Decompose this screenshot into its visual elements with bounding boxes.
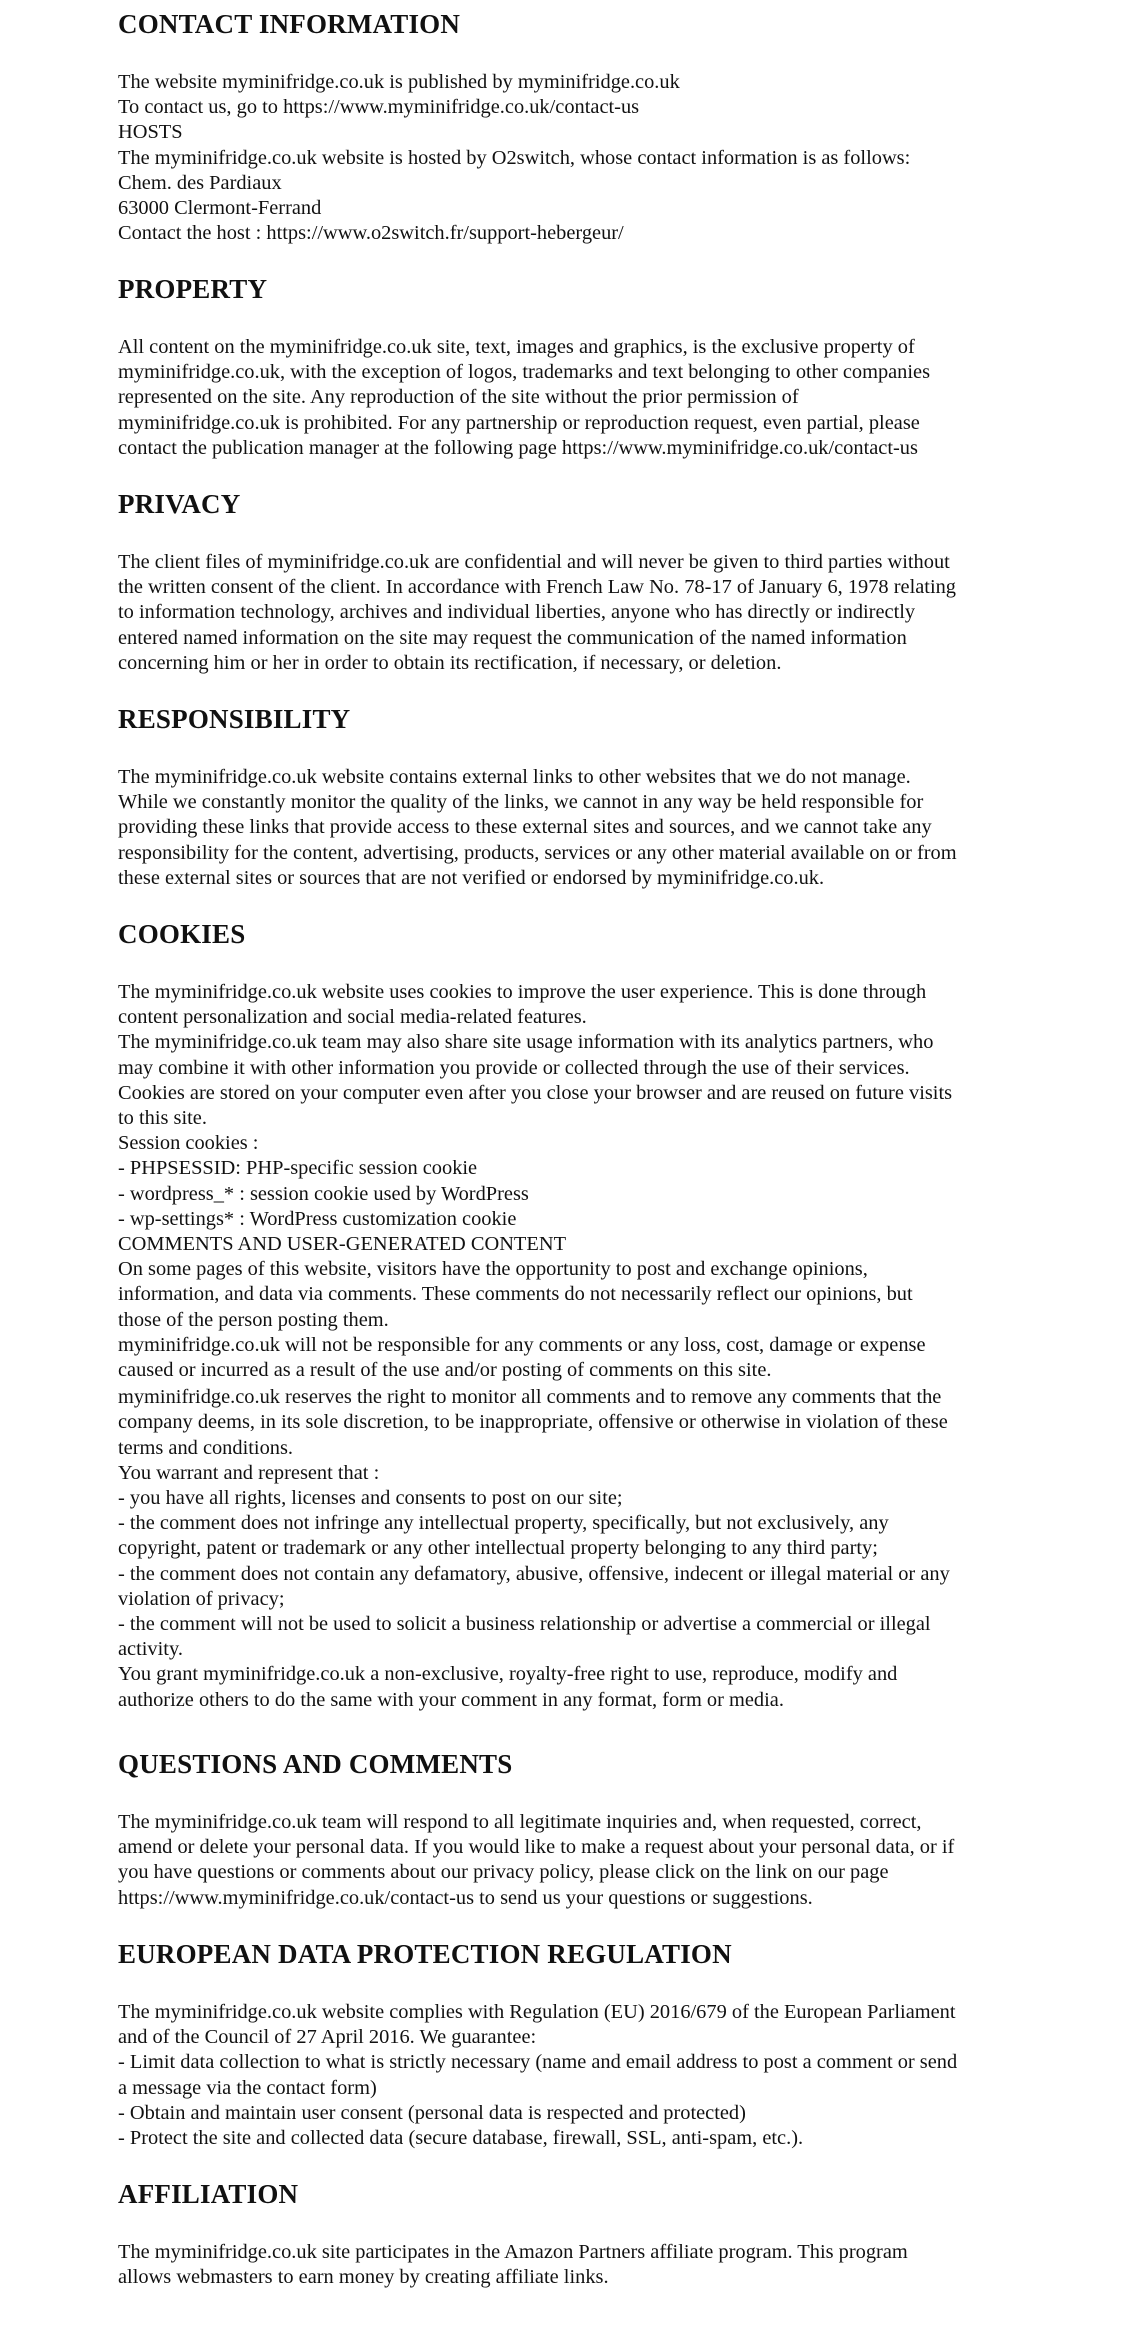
section-questions-and-comments [118,1748,954,1911]
text-line: you have questions or comments about our privacy policy, please click on the link on our page [118,1861,889,1884]
text-line: violation of privacy; [118,1587,285,1610]
text-line: - you have all rights, licenses and consents to post on our site; [118,1487,623,1510]
text-line: a message via the contact form) [118,2076,377,2099]
text-line: - the comment does not infringe any intellectual property, specifically, but not exclusively, any [118,1512,889,1535]
text-line: those of the person posting them. [118,1308,389,1331]
section-property [118,273,930,461]
text-line: Session cookies : [118,1132,259,1155]
text-line: - Limit data collection to what is strictly necessary (name and email address to post a comment or send [118,2051,958,2074]
text-line: The myminifridge.co.uk website uses cookies to improve the user experience. This is done through [118,981,927,1003]
text-line: represented on the site. Any reproduction of the site without the prior permission of [118,386,799,409]
text-line: The myminifridge.co.uk team will respond to all legitimate inquiries and, when requested, correct, [118,1811,922,1833]
text-line: information, and data via comments. These comments do not necessarily reflect our opinions, but [118,1283,913,1306]
text-line: myminifridge.co.uk, with the exception of logos, trademarks and text belonging to other companies [118,361,931,384]
text-line: these external sites or sources that are not verified or endorsed by myminifridge.co.uk. [118,866,825,889]
text-line: to this site. [118,1107,207,1130]
text-line: - wordpress_* : session cookie used by WordPress [118,1182,529,1205]
text-line: allows webmasters to earn money by creating affiliate links. [118,2266,609,2289]
text-line: - wp-settings* : WordPress customization cookie [118,1207,517,1230]
text-line: responsibility for the content, advertising, products, services or any other material available on or from [118,841,957,864]
section-heading: AFFILIATION [118,2179,299,2209]
text-line: The client files of myminifridge.co.uk are confidential and will never be given to third parties without [118,551,950,573]
section-body [118,70,910,246]
text-line: The myminifridge.co.uk website contains external links to other websites that we do not manage. [118,766,911,788]
text-line: the written consent of the client. In accordance with French Law No. 78-17 of January 6, 1978 relating [118,576,957,599]
section-european-data-protection-regulation [118,1938,957,2151]
text-line: concerning him or her in order to obtain its rectification, if necessary, or deletion. [118,651,782,674]
text-line: copyright, patent or trademark or any other intellectual property belonging to any third party; [118,1537,878,1560]
text-line: myminifridge.co.uk is prohibited. For any partnership or reproduction request, even partial, please [118,411,920,434]
text-line: activity. [118,1638,183,1661]
text-line: You warrant and represent that : [118,1461,380,1484]
text-line: You grant myminifridge.co.uk a non-exclusive, royalty-free right to use, reproduce, modify and [118,1663,898,1686]
section-heading: COOKIES [118,919,246,949]
section-heading: PRIVACY [118,489,241,519]
text-line: The myminifridge.co.uk site participates in the Amazon Partners affiliate program. This program [118,2241,908,2263]
section-body [118,2000,957,2151]
text-line: entered named information on the site may request the communication of the named information [118,626,907,649]
section-heading: EUROPEAN DATA PROTECTION REGULATION [118,1939,732,1969]
text-line: The myminifridge.co.uk website is hosted by O2switch, whose contact information is as follows: [118,146,911,169]
text-line: caused or incurred as a result of the use and/or posting of comments on this site. [118,1359,772,1382]
text-line: On some pages of this website, visitors have the opportunity to post and exchange opinions, [118,1258,868,1281]
text-line: Chem. des Pardiaux [118,171,282,194]
section-heading: CONTACT INFORMATION [118,9,461,39]
section-body [118,1810,954,1911]
text-line: myminifridge.co.uk reserves the right to monitor all comments and to remove any comments that the [118,1386,942,1409]
section-heading: PROPERTY [118,274,268,304]
text-line: company deems, in its sole discretion, to be inappropriate, offensive or otherwise in violation of these [118,1411,948,1434]
text-line: 63000 Clermont-Ferrand [118,197,322,220]
text-line: authorize others to do the same with your comment in any format, form or media. [118,1688,784,1711]
text-line: amend or delete your personal data. If you would like to make a request about your personal data, or if [118,1836,955,1859]
text-line: - the comment does not contain any defamatory, abusive, offensive, indecent or illegal material or any [118,1562,950,1585]
section-heading: QUESTIONS AND COMMENTS [118,1749,513,1779]
text-line: and of the Council of 27 April 2016. We guarantee: [118,2026,537,2049]
section-body [118,550,956,676]
section-body [118,765,957,891]
section-contact-information [118,8,910,246]
text-line: All content on the myminifridge.co.uk site, text, images and graphics, is the exclusive property of [118,336,915,358]
text-line: https://www.myminifridge.co.uk/contact-us to send us your questions or suggestions. [118,1886,813,1909]
text-line: COMMENTS AND USER-GENERATED CONTENT [118,1233,567,1256]
text-line: may combine it with other information you provide or collected through the use of their services. [118,1056,910,1079]
text-line: - PHPSESSID: PHP-specific session cookie [118,1157,478,1180]
section-heading: RESPONSIBILITY [118,704,351,734]
text-line: The website myminifridge.co.uk is published by myminifridge.co.uk [118,71,680,93]
section-privacy [118,488,956,676]
text-line: terms and conditions. [118,1436,293,1459]
text-line: To contact us, go to https://www.myminifridge.co.uk/contact-us [118,96,640,119]
text-line: providing these links that provide access to these external sites and sources, and we cannot take any [118,816,932,839]
text-line: The myminifridge.co.uk website complies with Regulation (EU) 2016/679 of the European Parliament [118,2001,956,2023]
text-line: While we constantly monitor the quality of the links, we cannot in any way be held responsible for [118,791,924,814]
text-line: myminifridge.co.uk will not be responsible for any comments or any loss, cost, damage or expense [118,1333,926,1356]
section-responsibility [118,703,957,891]
text-line: to information technology, archives and individual liberties, anyone who has directly or indirectly [118,601,916,624]
section-cookies [118,918,952,1713]
text-line: content personalization and social media-related features. [118,1006,587,1029]
text-line: Contact the host : https://www.o2switch.fr/support-hebergeur/ [118,222,624,245]
text-line: - the comment will not be used to solicit a business relationship or advertise a commercial or illegal [118,1613,931,1636]
section-body [118,2240,908,2290]
text-line: Cookies are stored on your computer even after you close your browser and are reused on future visits [118,1081,953,1104]
text-line: HOSTS [118,121,183,144]
text-line: - Protect the site and collected data (secure database, firewall, SSL, anti-spam, etc.). [118,2127,804,2150]
text-line: - Obtain and maintain user consent (personal data is respected and protected) [118,2101,746,2124]
section-body [118,335,930,461]
section-body [118,980,952,1713]
section-affiliation [118,2178,908,2290]
text-line: contact the publication manager at the following page https://www.myminifridge.co.uk/contact-us [118,436,918,459]
text-line: The myminifridge.co.uk team may also share site usage information with its analytics partners, who [118,1031,934,1054]
